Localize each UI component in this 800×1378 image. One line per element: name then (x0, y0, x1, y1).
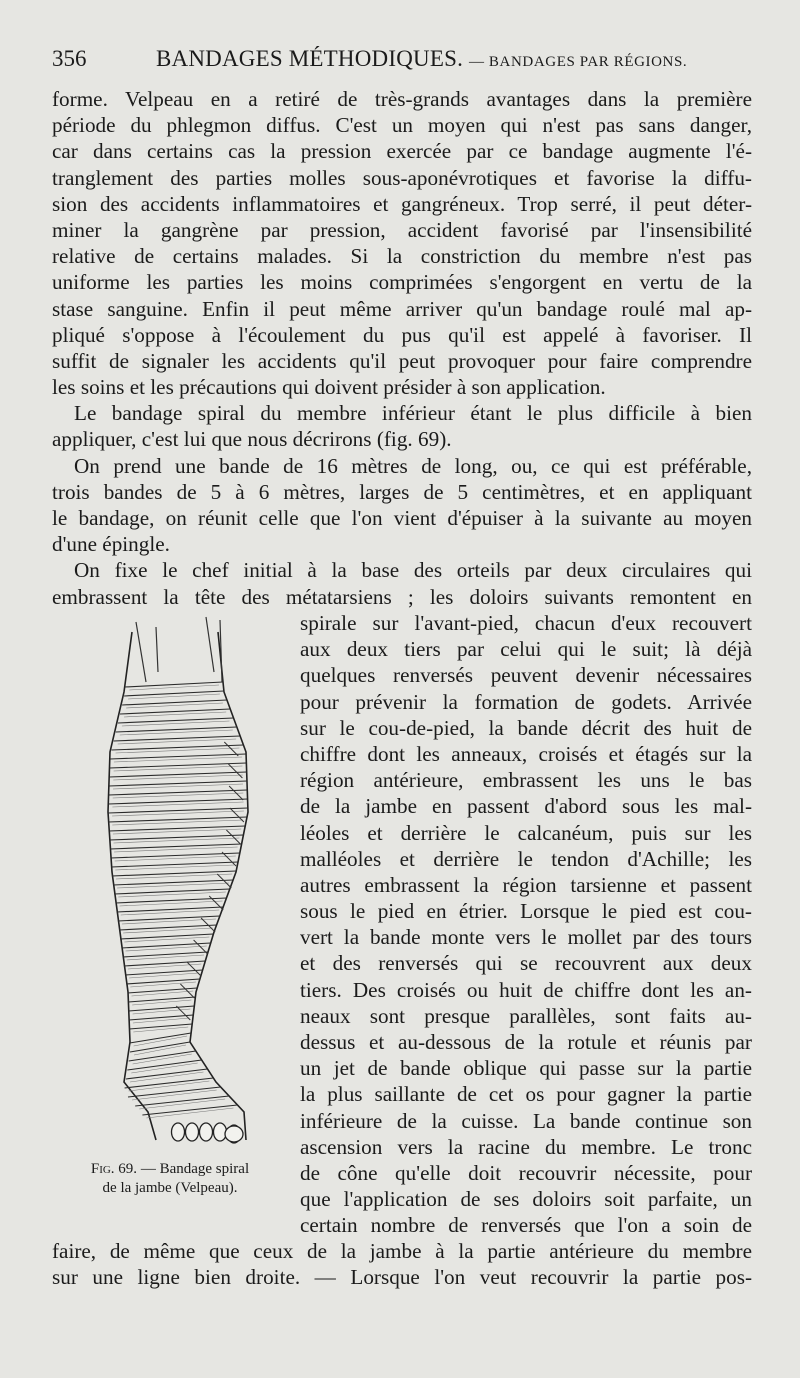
text-line: trois bandes de 5 à 6 mètres, larges de 5 centimètres, et en appliquant (52, 479, 752, 504)
bandage-turn (125, 1078, 214, 1088)
bandage-turn (117, 907, 224, 912)
text-line: relative de certains malades. Si la constriction du membre n'est pas (52, 244, 752, 269)
bandage-turn (111, 862, 238, 867)
text-line: car dans certains cas la pression exercée par ce bandage augmente l'é- (52, 139, 752, 164)
text-line: chiffre dont les anneaux, croisés et étagés sur la (300, 741, 752, 766)
text-line: région antérieure, embrassent les uns le bas (300, 768, 752, 793)
bandage-turn (129, 1024, 192, 1029)
bandage-turn (116, 727, 237, 732)
big-toe (225, 1126, 243, 1142)
toe (172, 1123, 185, 1141)
reversed-fold (222, 852, 236, 866)
text-line: sur une ligne bien droite. — Lorsque l'on veut recouvrir la partie pos- (52, 1265, 752, 1290)
bandage-turn (110, 763, 247, 768)
text-line: de la jambe en passent d'abord sous les mal- (300, 794, 752, 819)
bandage-turn (124, 961, 205, 966)
text-line: la plus saillante de cet os pour gagner la partie (300, 1082, 752, 1107)
text-line: sion des accidents inflammatoires et gangréneux. Trop serré, il peut déter- (52, 191, 752, 216)
bandage-turn (116, 898, 227, 903)
bandage-turn (108, 799, 247, 804)
running-title: BANDAGES MÉTHODIQUES. — BANDAGES PAR RÉGIONS. (156, 46, 688, 71)
bandage-turn (108, 808, 248, 813)
bandage-turn (112, 745, 244, 750)
text-line: appliquer, c'est lui que nous décrirons (fig. 69). (52, 427, 452, 452)
text-line: les soins et les précautions qui doivent présider à son application. (52, 375, 606, 400)
reversed-fold (224, 742, 238, 756)
text-line: quelques renversés peuvent devenir nécessaires (300, 663, 752, 688)
text-line: inférieure de la cuisse. La bande continue son (300, 1108, 752, 1133)
text-line: d'une épingle. (52, 532, 170, 557)
bandage-turn (129, 1006, 195, 1011)
bandage-turn (135, 1096, 229, 1106)
text-line: sous le pied en étrier. Lorsque le pied est cou- (300, 899, 752, 924)
text-line: uniforme les parties les moins comprimées s'engorgent en vertu de la (52, 270, 752, 295)
bandage-turn (128, 997, 195, 1002)
bandage-turn (109, 790, 248, 795)
bandage-turn (118, 718, 234, 723)
bandage-turn (128, 1087, 221, 1097)
bandage-turn (129, 1015, 193, 1020)
text-line: stase sanguine. Enfin il peut même arriver qu'un bandage roulé mal ap- (52, 296, 752, 321)
bandage-end-strands (136, 617, 222, 682)
toe (200, 1123, 213, 1141)
bandage-turn (109, 781, 247, 786)
text-line: autres embrassent la région tarsienne et passent (300, 872, 752, 897)
bandage-turn (130, 1033, 192, 1043)
text-line: certain nombre de renversés que l'on a soin de (300, 1213, 752, 1238)
bandage-turn (129, 1051, 196, 1061)
bandage-turn (123, 952, 208, 957)
bandage-turn (126, 1069, 208, 1079)
text-line: tiers. Des croisés ou huit de chiffre dont les an- (300, 977, 752, 1002)
bandage-turn (109, 772, 246, 777)
text-line: ascension vers la racine du membre. Le tronc (300, 1134, 752, 1159)
text-line: vert la bande monte vers le mollet par des tours (300, 925, 752, 950)
bandage-turn (118, 916, 220, 921)
bandage-turn (130, 1042, 190, 1052)
bandage-turn (119, 925, 217, 930)
text-line: léoles et derrière le calcanéum, puis sur les (300, 820, 752, 845)
text-line: sur le cou-de-pied, la bande décrit des huit de (300, 715, 752, 740)
leg-outline-right (190, 632, 248, 1140)
text-line: dessus et au-dessous de la rotule et réunis par (300, 1030, 752, 1054)
bandaged-leg-illustration (96, 612, 276, 1160)
text-line: neaux sont presque parallèles, sont faits au- (300, 1003, 752, 1028)
body-text-top (52, 86, 752, 610)
bandage-turn (113, 880, 233, 885)
bandage-turn (142, 1105, 237, 1115)
text-line: embrassent la tête des métatarsiens ; les doloirs suivants remontent en (52, 584, 752, 609)
text-line: et des renversés qui se recouvrent aux deux (300, 951, 752, 976)
bandage-turn (125, 682, 223, 687)
body-text-bottom (52, 1238, 752, 1290)
bandage-turn (126, 979, 200, 984)
text-line: pour prévenir la formation de godets. Arrivée (300, 689, 752, 714)
bandage-turn (109, 826, 245, 831)
text-line: spirale sur l'avant-pied, chacun d'eux recouvert (300, 611, 752, 635)
text-line: miner la gangrène par pression, accident favorisé par l'insensibilité (52, 217, 752, 242)
text-line: Le bandage spiral du membre inférieur étant le plus difficile à bien (74, 401, 752, 426)
toe (186, 1123, 199, 1141)
bandage-turn (110, 844, 242, 849)
reversed-fold (176, 1006, 190, 1020)
text-line: le bandage, on réunit celle que l'on vient d'épuiser à la suivante au moyen (52, 506, 752, 530)
text-line: aux deux tiers par celui qui le suit; là déjà (300, 637, 752, 662)
text-line: On prend une bande de 16 mètres de long, ou, ce qui est préférable, (74, 453, 752, 478)
text-line: malléoles et derrière le tendon d'Achille; les (300, 846, 752, 871)
bandage-turn (110, 835, 244, 840)
bandage-turn (124, 691, 224, 696)
reversed-fold (230, 808, 244, 822)
toe (214, 1123, 227, 1141)
bandage-turn (122, 700, 227, 705)
bandage-turn (114, 889, 230, 894)
bandage-turn (108, 817, 247, 822)
running-header (52, 46, 752, 76)
bandage-turn (120, 709, 230, 714)
bandage-turn (120, 934, 213, 939)
section-title: — BANDAGES PAR RÉGIONS. (468, 54, 688, 70)
text-line: faire, de même que ceux de la jambe à la partie antérieure du membre (52, 1239, 752, 1263)
reversed-fold (226, 830, 240, 844)
figure-caption: Fig. 69. — Bandage spiral de la jambe (Velpeau). (90, 1161, 250, 1196)
text-line: que l'application de ses doloirs soit parfaite, un (300, 1187, 752, 1212)
text-line: période du phlegmon diffus. C'est un moyen qui n'est pas sans danger, (52, 113, 752, 138)
bandage-turn (125, 970, 203, 975)
text-line: suffit de signaler les accidents qu'il peut provoquer pour faire comprendre (52, 348, 752, 373)
text-line: un jet de bande oblique qui passe sur la partie (300, 1056, 752, 1081)
bandage-turn (111, 853, 240, 858)
bandage-turn (110, 754, 246, 759)
leg-outline-left (108, 632, 156, 1140)
text-line: tranglement des parties molles sous-aponévrotiques et favorise la diffu- (52, 165, 752, 190)
text-line: forme. Velpeau en a retiré de très-grands avantages dans la première (52, 87, 752, 111)
body-text-side (300, 610, 752, 1239)
page-number: 356 (52, 46, 87, 71)
bandage-turn (127, 1060, 201, 1070)
bandage-turn (112, 871, 236, 876)
figure-label: Fig. 69. (90, 1161, 138, 1177)
bandage-turn (114, 736, 240, 741)
text-line: de cône qu'elle doit recouvrir nécessite, pour (300, 1160, 752, 1185)
text-line: On fixe le chef initial à la base des orteils par deux circulaires qui (74, 558, 752, 583)
text-line: pliqué s'oppose à l'écoulement du pus qu'il est appelé à favoriser. Il (52, 322, 752, 347)
